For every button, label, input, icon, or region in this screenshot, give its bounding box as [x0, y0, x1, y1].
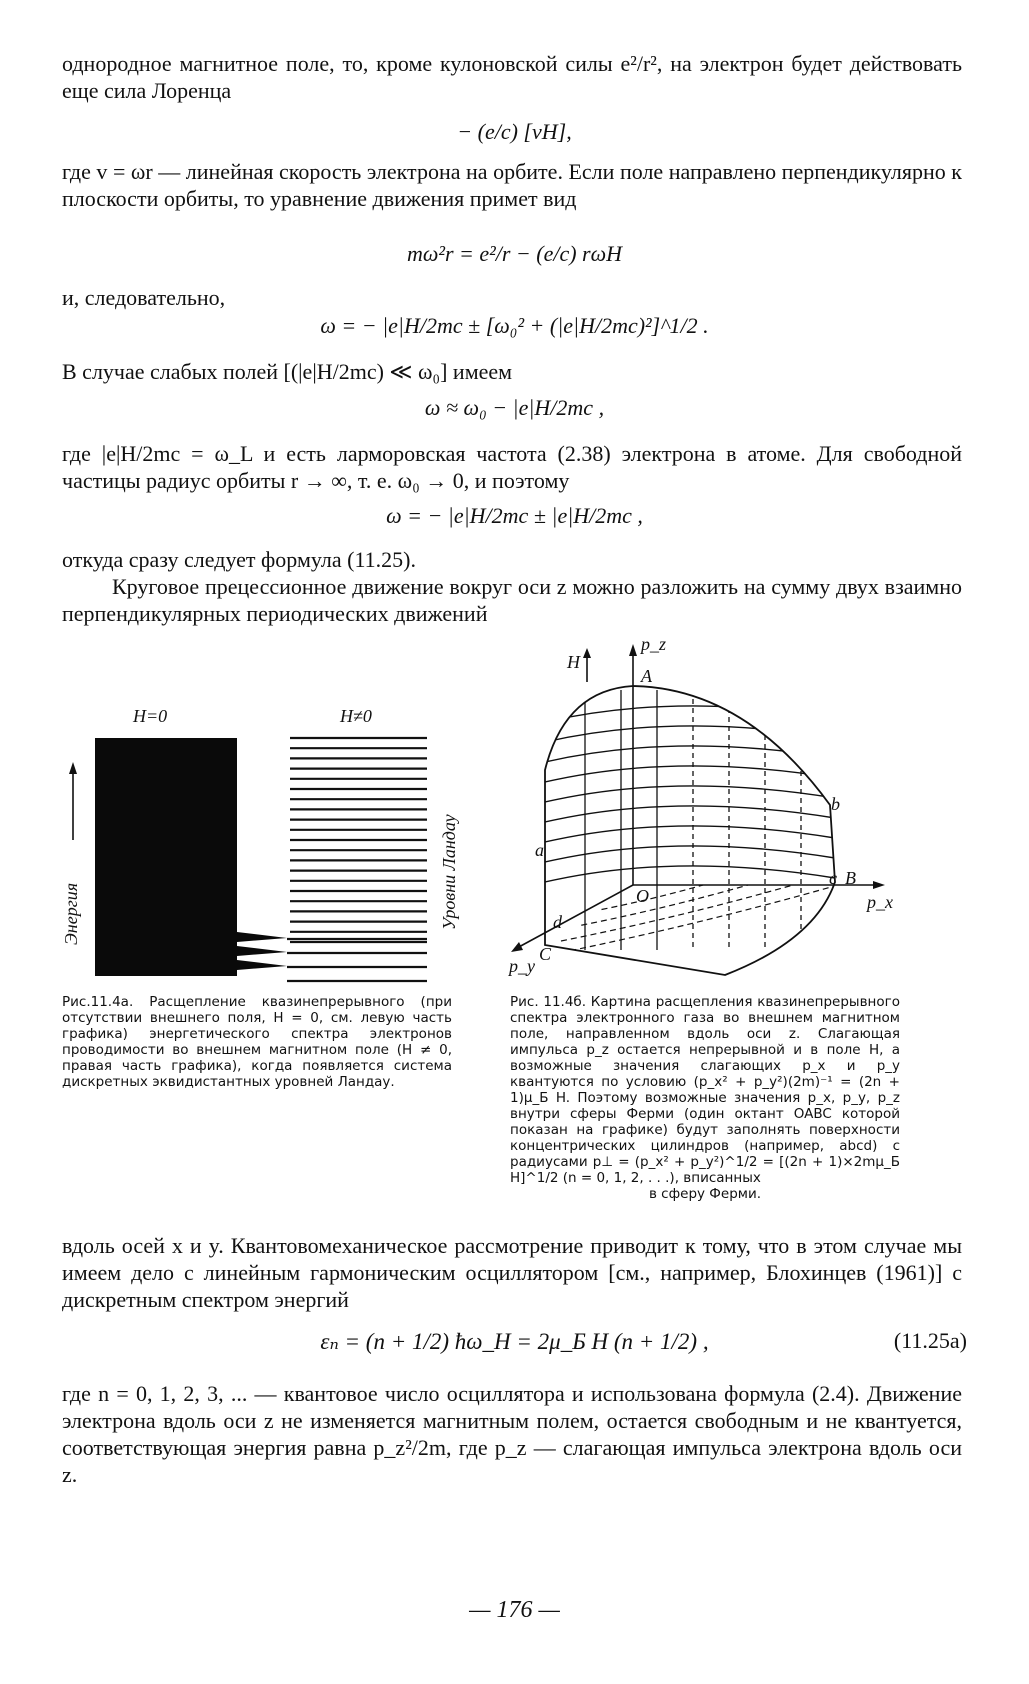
base-circle-arc: [561, 885, 793, 941]
cylinder-arc: [545, 786, 835, 802]
cylinder-arc: [545, 706, 835, 722]
base-circle-arc: [602, 885, 704, 910]
equation-number: (11.25а): [893, 1328, 967, 1353]
cylinder-arc: [545, 826, 835, 842]
paragraph-precession: [62, 573, 962, 627]
figure-landau-levels: [55, 700, 475, 990]
formula-omega-approx: ω ≈ ω₀ − |e|H/2mc ,: [424, 395, 605, 420]
label-point-c-upper: C: [539, 944, 552, 964]
label-h-nonzero: H≠0: [340, 706, 372, 726]
cylinder-arc: [545, 806, 835, 822]
formula-lorentz-force: − (e/c) [vH],: [457, 119, 572, 144]
cylinder-arc: [545, 866, 835, 882]
paragraph-quantum-oscillator: вдоль осей x и y. Квантовомеханическое рассмотрение приводит к тому, что в этом случае мы имеем дело с линейным гармоническим осциллятором [см., например, Блохинцев (1961)] с дискретным спектром энергий: [62, 1233, 962, 1312]
formula-landau-energy: εₙ = (n + 1/2) ħω_H = 2μ_Б H (n + 1/2) ,: [320, 1329, 709, 1354]
label-point-b: b: [831, 794, 840, 814]
paragraph-larmor: где |e|H/2mc = ω_L и есть ларморовская частота (2.38) электрона в атоме. Для свободной частицы радиус орбиты r → ∞, т. е. ω₀ → 0, и поэтому: [62, 441, 962, 493]
label-point-d: d: [553, 912, 562, 932]
caption-figure-a: Рис.11.4а. Расщепление квазинепрерывного (при отсутствии внешнего поля, H = 0, см. левую часть графика) энергетического спектра электронов проводимости во внешнем магнитном поле (H ≠ 0, правая часть графика), когда появляется система дискретных эквидистантных уровней Ландау.: [62, 994, 452, 1090]
paragraph-weak-fields: В случае слабых полей [(|e|H/2mc) ≪ ω₀] имеем: [62, 359, 513, 384]
paragraph-formula-ref: откуда сразу следует формула (11.25).: [62, 547, 416, 572]
px-arrow-head: [873, 881, 885, 889]
label-origin: O: [636, 886, 649, 906]
pz-arrow-head: [629, 644, 637, 656]
continuous-spectrum-tail: [95, 930, 287, 976]
energy-arrow-head: [69, 762, 77, 774]
label-energy: Энергия: [61, 882, 81, 945]
label-px: p_x: [867, 892, 893, 912]
label-h-zero: H=0: [133, 706, 168, 726]
label-h: H: [567, 652, 580, 672]
formula-omega-solution: ω = − |e|H/2mc ± [ω₀² + (|e|H/2mc)²]^1/2 .: [320, 313, 709, 338]
page-number: — 176 —: [469, 1597, 560, 1623]
figure-fermi-sphere: [505, 630, 905, 980]
formula-free-particle: ω = − |e|H/2mc ± |e|H/2mc ,: [386, 503, 643, 528]
paragraph-therefore: и, следовательно,: [62, 285, 226, 310]
label-point-a-upper: A: [641, 666, 652, 686]
label-point-a: a: [535, 840, 544, 860]
h-field-arrow-head: [583, 648, 591, 658]
label-point-b-upper: B: [845, 868, 856, 888]
cylinder-arc: [545, 766, 835, 782]
caption-figure-b-last: в сферу Ферми.: [648, 1186, 762, 1202]
caption-figure-b-main: Рис. 11.4б. Картина расщепления квазинепрерывного спектра электронного газа во внешнем магнитном поле, направленном вдоль оси z. Слагающая импульса p_z остается непрерывной и в поле H, а возможные значения слагающих p_x и p_y квантуются по условию (p_x² + p_y²)(2m)⁻¹ = (2n + 1)μ_Б H. Поэтому возможные значения p_x, p_y, p_z внутри сферы Ферми (один октант OABC которой показан на графике) будут заполнять поверхности концентрических цилиндров (например, abcd) с радиусами p⊥ = (p_x² + p_y²)^1/2 = [(2n + 1)×2mμ_Б H]^1/2 (n = 0, 1, 2, . . .), вписанных: [510, 994, 900, 1186]
landau-level-lines: [287, 738, 427, 981]
label-py: p_y: [509, 956, 535, 976]
label-landau-levels: Уровни Ландау: [439, 814, 459, 930]
paragraph-precession-text: Круговое прецессионное движение вокруг оси z можно разложить на сумму двух взаимно перпендикулярных периодических движений: [62, 574, 962, 626]
label-point-c: c: [829, 868, 837, 888]
base-circle-arc: [581, 885, 748, 925]
py-arrow-head: [511, 942, 523, 952]
label-pz: p_z: [641, 634, 667, 654]
paragraph-linear-velocity: где v = ωr — линейная скорость электрона на орбите. Если поле направлено перпендикулярно к плоскости орбиты, то уравнение движения примет вид: [62, 159, 962, 211]
paragraph-z-motion: где n = 0, 1, 2, 3, ... — квантовое число осциллятора и использована формула (2.4). Движение электрона вдоль оси z не изменяется магнитным полем, остается свободным и не квантуется, соответствующая энергия равна p_z²/2m, где p_z — слагающая импульса электрона вдоль оси z.: [62, 1381, 962, 1487]
cylinder-arc: [545, 726, 835, 742]
caption-figure-b: [510, 994, 900, 1202]
fermi-cylinder-grid: [541, 690, 838, 957]
cylinder-arc: [545, 846, 835, 862]
formula-equation-of-motion: mω²r = e²/r − (e/c) rωH: [406, 241, 623, 266]
paragraph-lorentz-intro: однородное магнитное поле, то, кроме кулоновской силы e²/r², на электрон будет действовать еще сила Лоренца: [62, 51, 962, 103]
fermi-octant-outline: [545, 686, 835, 975]
continuous-spectrum-block: [95, 738, 237, 930]
